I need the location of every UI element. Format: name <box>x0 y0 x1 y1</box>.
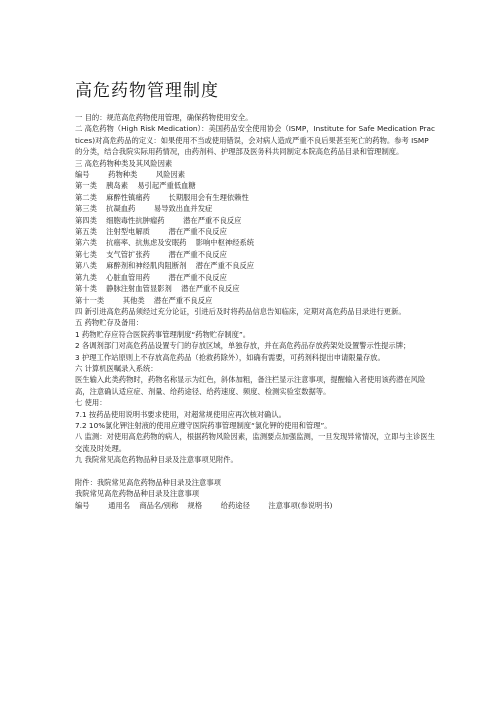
category-row: 第十一类 其他类 潜在严重不良反应 <box>75 295 213 305</box>
paragraph-appendix-ref: 九 我院常见高危药物品种目录及注意事项见附件。 <box>75 455 238 465</box>
paragraph-system-heading: 六 计算机医嘱录入系统： <box>75 363 158 373</box>
category-row: 第五类 注射型电解质 潜在严重不良反应 <box>75 227 227 237</box>
appendix-table-header: 编号 通用名 商品名/别称 规格 给药途径 注意事项(参说明书) <box>75 500 333 510</box>
paragraph-storage-heading: 五 药物贮存及备用： <box>75 318 143 328</box>
paragraph-system-body: 医生输入此类药物时，药物名称显示为红色，斜体加粗，备注栏显示注意事项，提醒输入者使用该药潜在风险高，注意确认适应症、剂量、给药途径、给药速度、频度、检测实验室数据等。 <box>75 375 426 396</box>
appendix-label: 附件：我院常见高危药物品种目录及注意事项 <box>75 477 221 487</box>
category-table <box>75 169 435 306</box>
spacer <box>75 466 435 477</box>
paragraph-purpose: 一 目的：规范高危药物使用管理，确保药物使用安全。 <box>75 113 253 122</box>
category-table-header: 编号 药物种类 风险因素 <box>75 170 186 180</box>
paragraph-monitoring: 八 监测：对使用高危药物的病人，根据药物风险因素，监测要点加强监测，一旦发现异常情况，立即与主诊医生交流及时处理。 <box>75 432 435 453</box>
paragraph-new-drugs: 四 新引进高危药品须经过充分论证，引进后及时将药品信息告知临床，定期对高危药品目录进行更新。 <box>75 306 406 316</box>
paragraph-storage-1: 1 药物贮存应符合医院药事管理制度“药物贮存制度”。 <box>75 329 251 339</box>
category-row: 第八类 麻醉剂和神经肌肉阻断剂 潜在严重不良反应 <box>75 261 255 271</box>
category-row: 第九类 心脏血管用药 潜在严重不良反应 <box>75 272 227 282</box>
paragraph-use-2: 7.2 10%氯化钾注射液的使用应遵守医院药事管理制度“氯化钾的使用和管理”。 <box>75 420 332 430</box>
document-page <box>75 0 435 511</box>
category-row: 第六类 抗癌率、抗焦虑及安眠药 影响中枢神经系统 <box>75 238 255 248</box>
paragraph-storage-2: 2 各调剂部门对高危药品设置专门的存放区域，单独存放，并在高危药品存放药架处设置警示性提示牌； <box>75 341 411 351</box>
category-row: 第一类 胰岛素 易引起严重低血糖 <box>75 181 196 191</box>
category-row: 第四类 细胞毒性抗肿瘤药 潜在严重不良反应 <box>75 215 242 225</box>
page-title: 高危药物管理制度 <box>75 81 219 101</box>
appendix-title: 我院常见高危药物品种目录及注意事项 <box>75 489 200 499</box>
paragraph-definition: 二 高危药物（High Risk Medication）：美国药品安全使用协会（ISMP，Institute for Safe Medication Practices)对高危药品的定义：如果使用不当或使用错误，会对病人造成严重不良后果甚至死亡的药物。参考 ISMP 的分类，结合我院实际用药情况，由药剂科、护理部及医务科共同制定本院高危药品目录和管理制度。 <box>75 124 435 157</box>
paragraph-use-heading: 七 使用： <box>75 398 107 408</box>
category-row: 第七类 支气管扩张药 潜在严重不良反应 <box>75 249 227 259</box>
paragraph-storage-3: 3 护理工作站原则上不存放高危药品（抢救药除外），如确有需要，可药剂科提出申请限量存放。 <box>75 352 385 362</box>
paragraph-use-1: 7.1 按药品使用说明书要求使用，对超常规使用应再次核对确认。 <box>75 409 286 419</box>
paragraph-categories-heading: 三 高危药物种类及其风险因素 <box>75 158 173 168</box>
category-row: 第二类 麻醉性镇痛药 长期服用会有生理依赖性 <box>75 192 249 202</box>
category-row: 第三类 抗凝血药 易导致出血并发症 <box>75 204 213 214</box>
category-row: 第十类 静脉注射血管显影剂 潜在严重不良反应 <box>75 284 240 294</box>
